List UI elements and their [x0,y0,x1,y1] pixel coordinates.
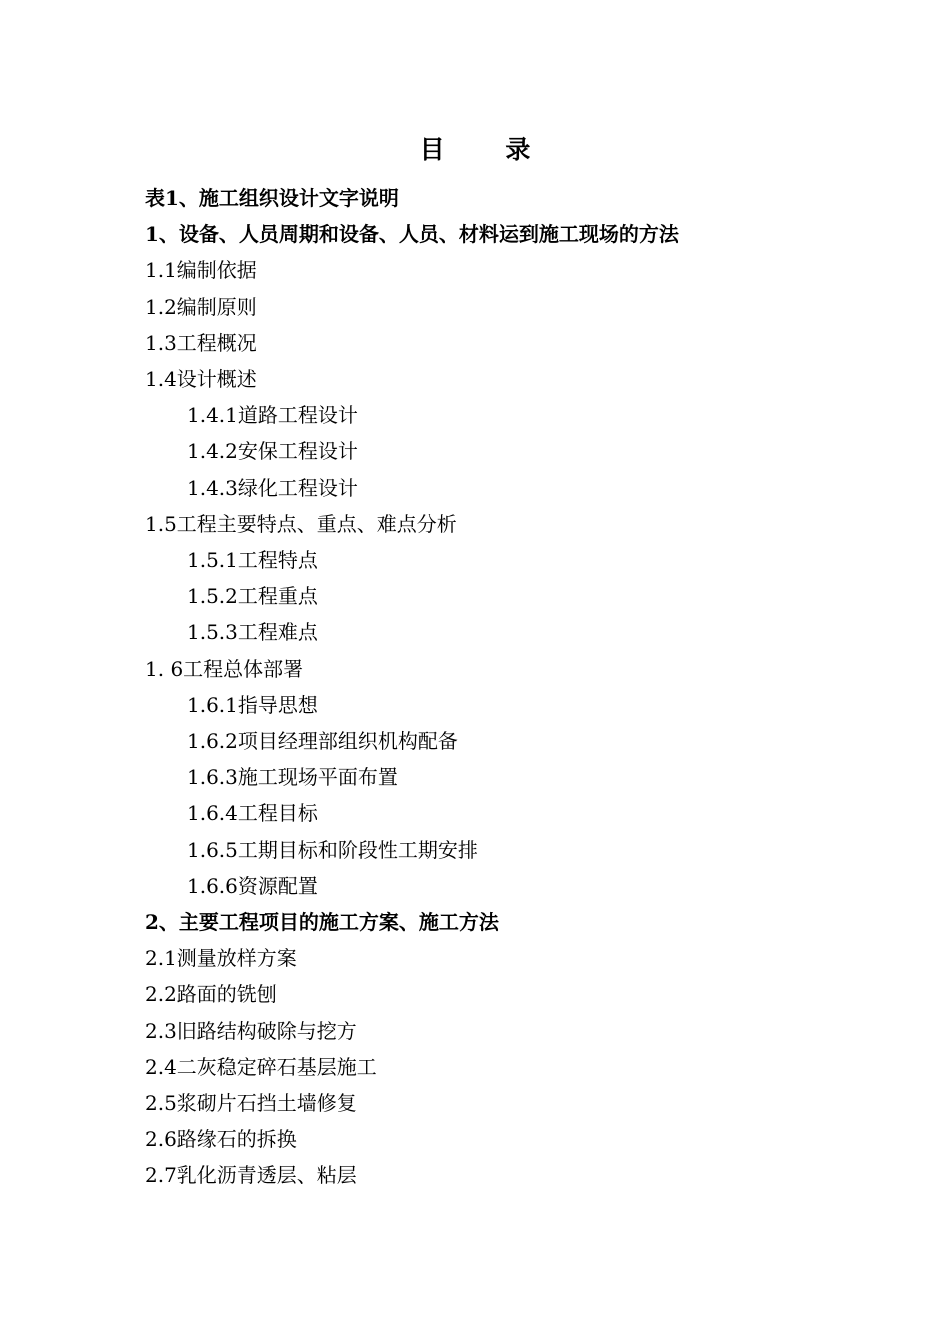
toc-entry: 2.3旧路结构破除与挖方 [145,1018,357,1043]
toc-entry: 2.7乳化沥青透层、粘层 [145,1163,357,1188]
toc-entry: 1.4.1道路工程设计 [187,403,358,428]
toc-entry: 1.5.2工程重点 [187,584,318,609]
toc-entry: 表1、施工组织设计文字说明 [145,186,399,210]
toc-entry: 2.5浆砌片石挡土墙修复 [145,1091,357,1115]
toc-title: 目 录 [419,135,557,164]
toc-entry: 1.3工程概况 [145,330,257,355]
toc-entry: 1.4.2安保工程设计 [187,439,358,464]
toc-entry: 1.6.3施工现场平面布置 [187,765,398,790]
toc-entry: 1.4设计概述 [145,367,257,391]
toc-entry: 2.6路缘石的拆换 [145,1127,297,1152]
toc-entry: 1.6.4工程目标 [187,801,318,826]
toc-entry: 1.6.2项目经理部组织机构配备 [187,729,458,753]
toc-entry: 1. 6工程总体部署 [145,656,304,681]
toc-entry: 1.2编制原则 [145,294,257,319]
toc-entry: 1.6.5工期目标和阶段性工期安排 [187,837,478,862]
toc-entry: 1.5.3工程难点 [187,620,318,645]
toc-entry: 1.6.1指导思想 [187,692,318,717]
toc-entry: 1.5.1工程特点 [187,548,318,572]
toc-entry: 1.6.6资源配置 [187,873,318,898]
toc-entry: 2、主要工程项目的施工方案、施工方法 [145,910,499,934]
toc-entry: 2.4二灰稳定碎石基层施工 [145,1054,377,1079]
toc-entry: 2.1测量放样方案 [145,946,297,971]
toc-entry: 2.2路面的铣刨 [145,982,277,1007]
toc-entry: 1.1编制依据 [145,258,257,283]
toc-entry: 1.5工程主要特点、重点、难点分析 [145,511,457,536]
toc-entry: 1、设备、人员周期和设备、人员、材料运到施工现场的方法 [145,222,679,247]
toc-entry: 1.4.3绿化工程设计 [187,475,358,500]
